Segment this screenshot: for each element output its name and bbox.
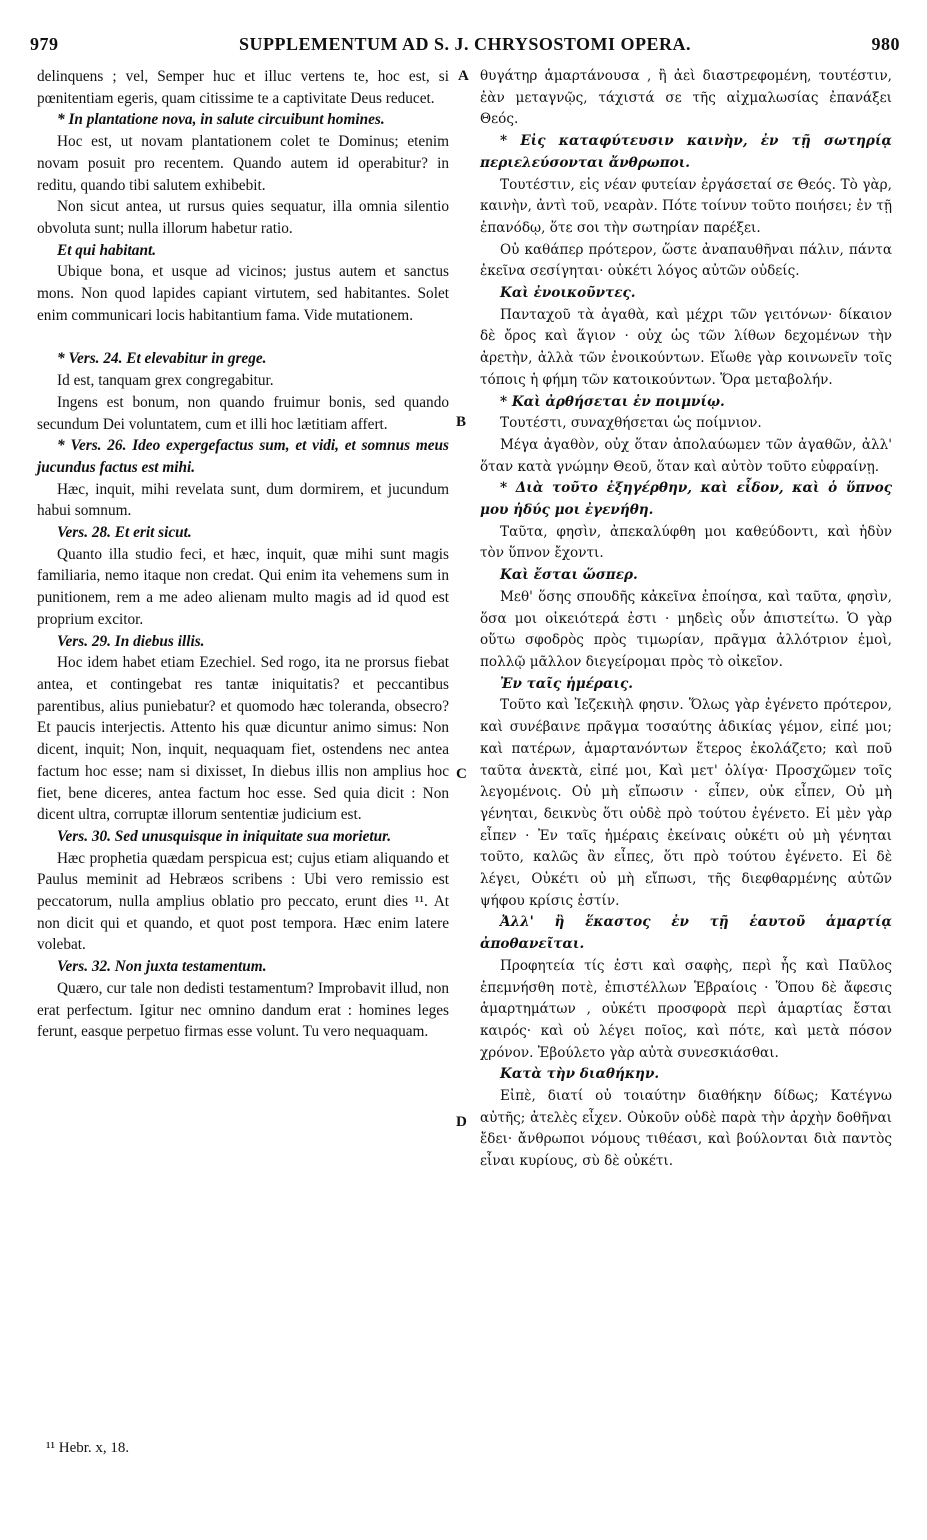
latin-paragraph: Id est, tanquam grex congregabitur. [57,372,274,390]
latin-paragraph: Quanto illa studio feci, et hæc, inquit, quæ mihi sunt magis familiaria, nemo itaque non credat. Qui enim ita vehemens sum in punitionem, rem a me adeo alienam multo magis ad id quod est proprium excitor. [37,545,449,628]
greek-paragraph: Μέγα ἀγαθὸν, οὐχ ὅταν ἀπολαύωμεν τῶν ἀγαθῶν, ἀλλ' ὅταν κατὰ γνώμην Θεοῦ, ὅταν καὶ αὐτὸν τοῦτο εὐφραίνῃ. [480,436,892,475]
greek-lemma: * Καὶ ἀρθήσεται ἐν ποιμνίῳ. [500,393,725,410]
greek-paragraph: θυγάτηρ ἁμαρτάνουσα , ἢ ἀεὶ διαστρεφομένη, τουτέστιν, ἐὰν μεταγνῷς, τάχιστά σε τῆς αἰχμαλωσίας ἐπανάξει Θεός. [480,68,892,128]
greek-paragraph: Πανταχοῦ τὰ ἀγαθὰ, καὶ μέχρι τῶν γειτόνων· δίκαιον δὲ ὄρος καὶ ἅγιον · οὐχ ὡς τῶν λίθων δεχομένων τὴν ἀρετὴν, ἀλλὰ τῶν ἐνοικούντων. Εἴωθε γὰρ κοινωνεῖν τοῖς τόποις ἡ φήμη τῶν κατοικούντων. Ὅρα μεταβολήν. [480,306,892,388]
greek-lemma: * Διὰ τοῦτο ἐξηγέρθην, καὶ εἶδον, καὶ ὁ ὕπνος μου ἡδύς μοι ἐγενήθη. [480,480,892,519]
latin-paragraph: Hoc est, ut novam plantationem colet te Dominus; etenim novam posuit pro recentem. Quando autem id operabitur? in reditu, quando tibi salutem exhibebit. [37,133,449,194]
margin-marker-d: D [456,1114,467,1130]
latin-lemma: Et qui habitant. [57,241,157,259]
running-title: SUPPLEMENTUM AD S. J. CHRYSOSTOMI OPERA. [238,34,692,54]
greek-lemma: Ἐν ταῖς ἡμέραις. [500,675,634,692]
latin-paragraph: delinquens ; vel, Semper huc et illuc vertens te, hoc est, si pœnitentiam egeris, quam citissime te a captivitate Deus reducet. [37,68,449,107]
latin-paragraph: Quæro, cur tale non dedisti testamentum? Improbavit illud, non erat perfectum. Igitur nec omnino dandum erat : homines leges ferunt, easque perpetuo firmas esse volunt. Tu vero nequaquam. [37,979,449,1041]
greek-paragraph: Οὐ καθάπερ πρότερον, ὥστε ἀναπαυθῆναι πάλιν, πάντα ἐκεῖνα σεσίγηται· οὐκέτι λόγος αὐτῶν οὐδείς. [480,241,892,280]
latin-lemma: Vers. 29. In diebus illis. [57,632,205,650]
latin-paragraph: Non sicut antea, ut rursus quies sequatur, illa omnia silentio obvoluta sunt; nulla illorum habetur ratio. [37,198,449,237]
greek-lemma: Καὶ ἔσται ὥσπερ. [500,567,638,584]
latin-column [37,66,449,1043]
latin-paragraph: Ingens est bonum, non quando fruimur bonis, sed quando secundum Dei voluntatem, cum et illi hoc lætitiam affert. [37,393,449,433]
greek-lemma: Καὶ ἐνοικοῦντες. [500,285,636,302]
greek-paragraph: Τουτέστιν, εἰς νέαν φυτείαν ἐργάσεταί σε Θεός. Τὸ γὰρ, καινὴν, ἀντὶ τοῦ, νεαρὰν. Πότε τοίνυν τοῦτο ποιήσει; ἐν τῇ ἐπανόδῳ, ὅτε σοι τὴν σωτηρίαν παρέξει. [480,176,892,236]
greek-paragraph: Εἰπὲ, διατί οὐ τοιαύτην διαθήκην δίδως; Κατέγνω αὐτῆς; ἀτελὲς εἶχεν. Οὐκοῦν οὐδὲ παρὰ τὴν ἀρχὴν δοθῆναι ἔδει· ἄνθρωποι νόμους τιθέασι, καὶ βούλονται διὰ παντὸς εἶναι κυρίους, σὺ δὲ οὐκέτι. [480,1088,892,1170]
footnote: ¹¹ Hebr. x, 18. [46,1440,130,1456]
greek-lemma: * Εἰς καταφύτευσιν καινὴν, ἐν τῇ σωτηρίᾳ περιελεύσονται ἄνθρωποι. [480,133,892,171]
left-page-number: 979 [30,34,59,54]
running-header [30,34,900,58]
right-page-number: 980 [871,34,900,54]
latin-paragraph: Hæc, inquit, mihi revelata sunt, dum dormirem, et jucundum habui somnum. [37,480,449,520]
latin-lemma: Vers. 32. Non juxta testamentum. [57,958,267,976]
latin-lemma: Vers. 28. Et erit sicut. [57,524,192,542]
greek-paragraph: Τοῦτο καὶ Ἰεζεκιὴλ φησιν. Ὅλως γὰρ ἐγένετο πρότερον, καὶ συνέβαινε πρᾶγμα τοσαύτης ἀδικίας γέμον, εἰπέ μοι; καὶ πατέρων, ἁμαρτανόντων ἕτερος ἐκολάζετο; καὶ ποῦ ταῦτα ἀνεκτὰ, εἰπέ μοι, Καὶ μετ' ὀλίγα· Προσχῶμεν τοῖς λεγομένοις. Οὐ μὴ εἴπωσιν · εἶπεν, οὐκ εἶπεν, Οὐ μὴ γένηται, δεικνὺς ὅτι οὐδὲ πρὸ τούτου ἐγένετο. Εἰ μὲν γὰρ εἶπεν · Ἐν ταῖς ἡμέραις ἐκείναις οὐκέτι οὐ μὴ γένηται τοῦτο, καλῶς ἂν εἶπες, ὅτι πρὸ τούτου ἐγένετο. Εἰ δὲ λέγει, Οὐκέτι οὐ μὴ εἴπωσι, τῆς διεφθαρμένης αὐτῶν ψήφου κρίσις ἐστίν. [480,697,892,909]
greek-paragraph: Τουτέστι, συναχθήσεται ὡς ποίμνιον. [500,415,762,432]
margin-marker-a: A [458,68,469,84]
greek-lemma: Κατὰ τὴν διαθήκην. [500,1066,660,1083]
greek-lemma: Ἀλλ' ἢ ἕκαστος ἐν τῇ ἑαυτοῦ ἁμαρτίᾳ ἀποθανεῖται. [480,914,892,953]
latin-lemma: * In plantatione nova, in salute circuibunt homines. [57,111,385,129]
latin-lemma: * Vers. 24. Et elevabitur in grege. [57,350,267,368]
latin-paragraph: Ubique bona, et usque ad vicinos; justus autem et sanctus mons. Non quod lapides capiant virtutem, sed habitantes. Solet enim communicari locis habitantium fama. Vide mutationem. [37,263,449,324]
greek-paragraph: Ταῦτα, φησὶν, ἀπεκαλύφθη μοι καθεύδοντι, καὶ ἡδὺν τὸν ὕπνον ἔχοντι. [480,523,892,562]
greek-paragraph: Προφητεία τίς ἐστι καὶ σαφὴς, περὶ ἧς καὶ Παῦλος ἐπεμνήσθη ποτὲ, ἐπιστέλλων Ἑβραίοις · Ὅπου δὲ ἄφεσις ἁμαρτημάτων , οὐκέτι προσφορὰ περὶ ἁμαρτίας ἔσται καιρός· καὶ οὐ λέγει ποῖος, καὶ πότε, καὶ μετὰ πόσον χρόνον. Ἐβούλετο γὰρ αὐτὰ συνεσκιάσθαι. [480,957,892,1061]
paragraph-gap [37,326,449,348]
margin-marker-b: B [456,414,467,430]
latin-paragraph: Hoc idem habet etiam Ezechiel. Sed rogo, ita ne prorsus fiebat antea, et contingebat res tantæ iniquitatis? et peccantibus parentibus, alius puniebatur? et quomodo hæc toleranda, obsecro? Et paucis interjectis. Attento his quæ dicuntur animo simus: Non dicent, inquit; Non, inquit, nequaquam fiet, ostendens nec antea factum hoc esse; nam si dixisset, In diebus illis non amplius hoc fiet, bene diceres, antea factum hoc esse. Sed quia dicit : Non dicent ultra, corruptæ illorum sententiæ judicium est. [37,654,449,824]
greek-paragraph: Μεθ' ὅσης σπουδῆς κἀκεῖνα ἐποίησα, καὶ ταῦτα, φησὶν, ὅσα μοι οἰκειότερά ἐστι · μηδεὶς οὖν ἀπιστείτω. Ὁ γὰρ οὕτω σφοδρὸς πρὸς τιμωρίαν, πρᾶγμα ἀλλότριον ἐμοὶ, πολλῷ μᾶλλον διεγείρομαι πρὸς τὸ οἰκεῖον. [480,588,892,670]
greek-column [480,66,892,1173]
margin-marker-c: C [456,766,467,782]
latin-lemma: * Vers. 26. Ideo expergefactus sum, et vidi, et somnus meus jucundus factus est mihi. [37,437,449,476]
latin-paragraph: Hæc prophetia quædam perspicua est; cujus etiam aliquando et Paulus meminit ad Hebræos scribens : Ubi vero remissio est peccatorum, nulla amplius oblatio pro peccato, erunt dies ¹¹. At non dicit qui et quando, et quot post tempora. Hæc enim latere volebat. [37,849,449,954]
latin-lemma: Vers. 30. Sed unusquisque in iniquitate sua morietur. [57,827,392,845]
